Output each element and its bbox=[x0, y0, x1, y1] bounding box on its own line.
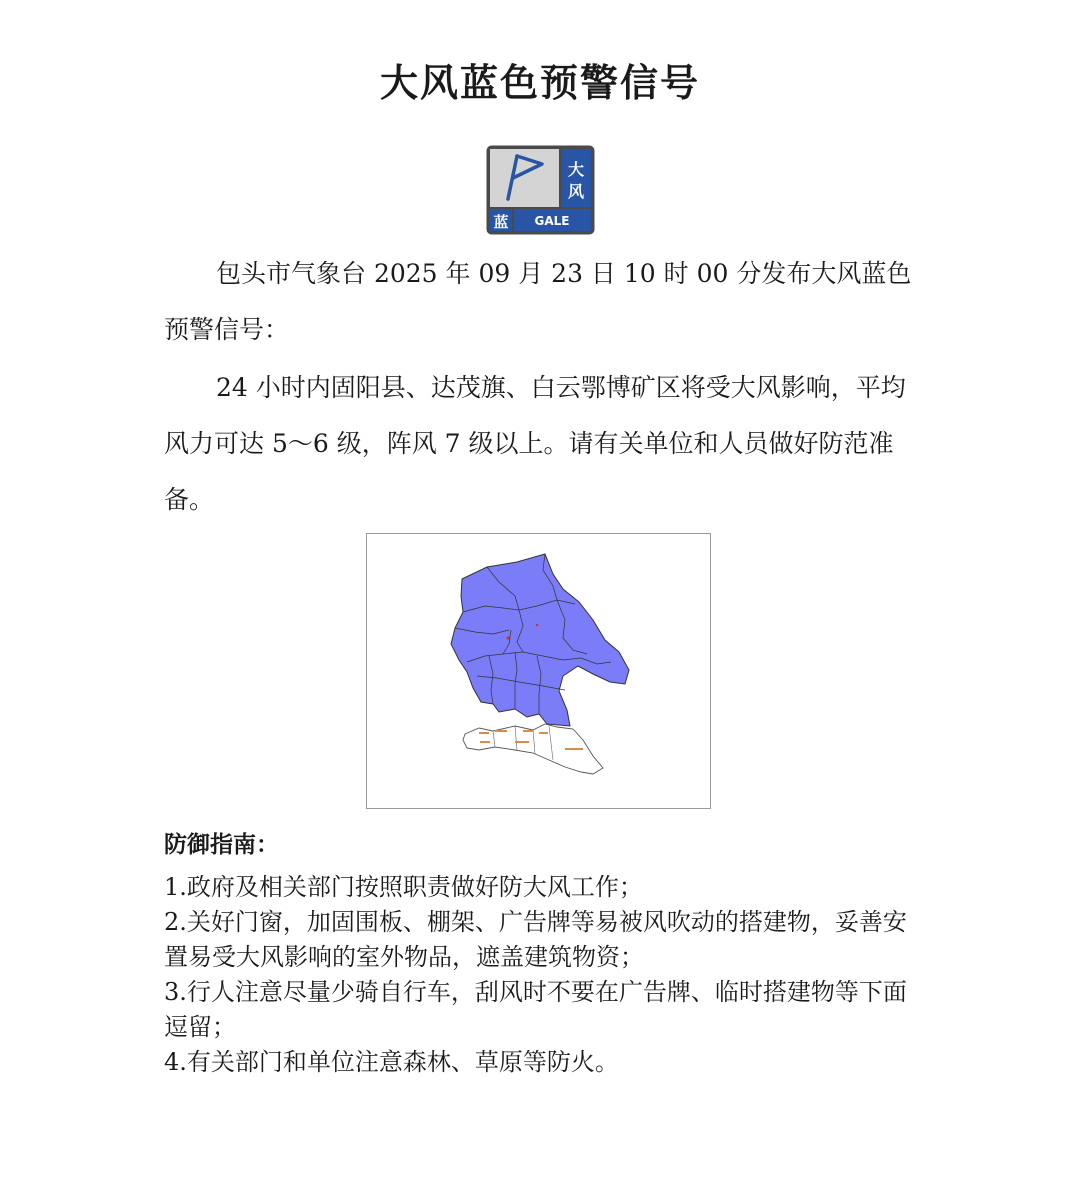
warning-map-graphic bbox=[367, 534, 712, 810]
badge-type-cn-bottom: 风 bbox=[567, 182, 585, 201]
warning-region-shape bbox=[451, 554, 629, 726]
forecast-text: 24 小时内固阳县、达茂旗、白云鄂博矿区将受大风影响，平均风力可达 5～6 级，阵风 7 级以上。请有关单位和人员做好防范准备。 bbox=[164, 373, 906, 514]
issuance-paragraph bbox=[164, 246, 924, 358]
badge-type-en: GALE bbox=[534, 214, 570, 228]
guide-heading: 防御指南： bbox=[164, 832, 279, 858]
guide-item: 1.政府及相关部门按照职责做好防大风工作； bbox=[164, 873, 643, 901]
wind-flag-icon bbox=[486, 145, 595, 235]
guide-item: 4.有关部门和单位注意森林、草原等防火。 bbox=[164, 1048, 619, 1076]
gale-blue-warning-badge bbox=[486, 145, 595, 235]
issuance-text: 包头市气象台 2025 年 09 月 23 日 10 时 00 分发布大风蓝色预警信号： bbox=[164, 259, 912, 344]
badge-type-cn-top: 大 bbox=[567, 160, 585, 179]
guide-item: 3.行人注意尽量少骑自行车，刮风时不要在广告牌、临时搭建物等下面逗留； bbox=[164, 978, 907, 1041]
warning-area-map bbox=[366, 533, 711, 809]
forecast-paragraph bbox=[164, 360, 924, 528]
guide-list bbox=[164, 870, 924, 1080]
page-title: 大风蓝色预警信号 bbox=[379, 61, 700, 105]
guide-item: 2.关好门窗，加固围板、棚架、广告牌等易被风吹动的搭建物，妥善安置易受大风影响的室外物品，遮盖建筑物资； bbox=[164, 908, 907, 971]
badge-level-char: 蓝 bbox=[493, 213, 509, 231]
